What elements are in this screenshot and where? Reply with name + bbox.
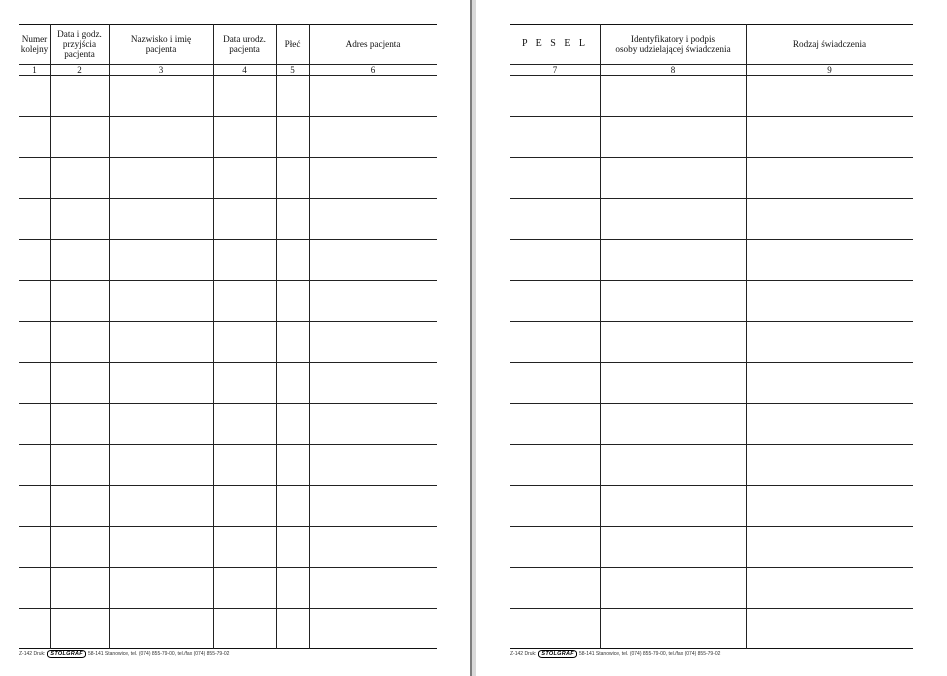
table-cell[interactable] xyxy=(110,445,212,484)
table-cell[interactable] xyxy=(51,76,108,115)
table-cell[interactable] xyxy=(511,404,599,443)
table-cell[interactable] xyxy=(747,527,912,566)
column-header: Data i godz. przyjścia pacjenta xyxy=(57,28,102,60)
table-cell[interactable] xyxy=(277,199,308,238)
table-cell[interactable] xyxy=(214,240,275,279)
left-register-table xyxy=(19,24,437,649)
left-page xyxy=(0,0,470,676)
printer-logo: STOLGRAF xyxy=(538,650,577,658)
table-cell[interactable] xyxy=(51,486,108,525)
table-cell[interactable] xyxy=(511,199,599,238)
table-cell[interactable] xyxy=(214,117,275,156)
table-cell[interactable] xyxy=(601,363,745,402)
table-cell[interactable] xyxy=(747,158,912,197)
table-cell[interactable] xyxy=(601,486,745,525)
table-cell[interactable] xyxy=(747,199,912,238)
table-cell[interactable] xyxy=(110,158,212,197)
table-cell[interactable] xyxy=(601,568,745,607)
table-cell[interactable] xyxy=(277,609,308,648)
column-header: Rodzaj świadczenia xyxy=(792,38,867,49)
table-cell[interactable] xyxy=(747,240,912,279)
table-cell[interactable] xyxy=(277,445,308,484)
table-cell[interactable] xyxy=(511,158,599,197)
table-cell[interactable] xyxy=(214,568,275,607)
table-cell[interactable] xyxy=(214,281,275,320)
table-cell[interactable] xyxy=(20,363,49,402)
table-cell[interactable] xyxy=(310,609,436,648)
table-cell[interactable] xyxy=(214,199,275,238)
table-cell[interactable] xyxy=(110,117,212,156)
table-cell[interactable] xyxy=(511,609,599,648)
table-cell[interactable] xyxy=(601,404,745,443)
table-cell[interactable] xyxy=(110,609,212,648)
column-header: Nazwisko i imię pacjenta xyxy=(130,33,192,54)
table-cell[interactable] xyxy=(601,199,745,238)
table-cell[interactable] xyxy=(51,117,108,156)
table-cell[interactable] xyxy=(214,76,275,115)
table-cell[interactable] xyxy=(277,240,308,279)
table-cell[interactable] xyxy=(747,117,912,156)
table-cell[interactable] xyxy=(601,322,745,361)
table-cell[interactable] xyxy=(310,158,436,197)
table-cell[interactable] xyxy=(51,281,108,320)
right-footer xyxy=(510,650,720,658)
table-cell[interactable] xyxy=(310,199,436,238)
column-header: Numer kolejny xyxy=(20,33,49,54)
table-cell[interactable] xyxy=(214,609,275,648)
table-cell[interactable] xyxy=(51,322,108,361)
column-number: 7 xyxy=(552,64,558,75)
table-cell[interactable] xyxy=(51,199,108,238)
table-cell[interactable] xyxy=(277,76,308,115)
table-cell[interactable] xyxy=(310,404,436,443)
table-cell[interactable] xyxy=(511,445,599,484)
table-cell[interactable] xyxy=(20,527,49,566)
table-cell[interactable] xyxy=(511,240,599,279)
table-cell[interactable] xyxy=(20,199,49,238)
column-header: Identyfikatory i podpis osoby udzielającej świadczenia xyxy=(615,33,731,54)
table-cell[interactable] xyxy=(511,568,599,607)
table-cell[interactable] xyxy=(110,527,212,566)
table-cell[interactable] xyxy=(214,322,275,361)
table-cell[interactable] xyxy=(51,527,108,566)
table-cell[interactable] xyxy=(20,240,49,279)
column-number: 4 xyxy=(242,64,247,75)
table-cell[interactable] xyxy=(511,486,599,525)
table-cell[interactable] xyxy=(214,158,275,197)
column-number: 2 xyxy=(77,64,82,75)
column-number: 3 xyxy=(158,64,164,75)
table-cell[interactable] xyxy=(310,363,436,402)
table-cell[interactable] xyxy=(601,76,745,115)
table-cell[interactable] xyxy=(51,445,108,484)
table-cell[interactable] xyxy=(110,76,212,115)
footer-prefix: Z-142 Druk: xyxy=(19,651,46,657)
table-cell[interactable] xyxy=(20,486,49,525)
table-cell[interactable] xyxy=(747,568,912,607)
table-cell[interactable] xyxy=(20,281,49,320)
table-cell[interactable] xyxy=(511,363,599,402)
table-cell[interactable] xyxy=(110,363,212,402)
table-cell[interactable] xyxy=(511,117,599,156)
table-cell[interactable] xyxy=(214,486,275,525)
table-cell[interactable] xyxy=(277,404,308,443)
column-number: 6 xyxy=(370,64,376,75)
table-cell[interactable] xyxy=(20,76,49,115)
table-cell[interactable] xyxy=(277,281,308,320)
table-cell[interactable] xyxy=(601,240,745,279)
footer-prefix: Z-142 Druk: xyxy=(510,651,537,657)
table-cell[interactable] xyxy=(747,76,912,115)
table-cell[interactable] xyxy=(747,322,912,361)
table-cell[interactable] xyxy=(511,527,599,566)
table-cell[interactable] xyxy=(214,363,275,402)
table-cell[interactable] xyxy=(310,117,436,156)
table-cell[interactable] xyxy=(214,527,275,566)
table-cell[interactable] xyxy=(51,404,108,443)
table-cell[interactable] xyxy=(110,281,212,320)
table-cell[interactable] xyxy=(51,363,108,402)
table-cell[interactable] xyxy=(277,486,308,525)
table-cell[interactable] xyxy=(51,609,108,648)
table-cell[interactable] xyxy=(51,240,108,279)
column-number: 8 xyxy=(670,64,676,75)
table-cell[interactable] xyxy=(277,117,308,156)
table-cell[interactable] xyxy=(214,404,275,443)
table-cell[interactable] xyxy=(747,281,912,320)
table-cell[interactable] xyxy=(747,404,912,443)
table-cell[interactable] xyxy=(20,445,49,484)
table-cell[interactable] xyxy=(20,404,49,443)
table-cell[interactable] xyxy=(310,240,436,279)
table-cell[interactable] xyxy=(110,240,212,279)
table-cell[interactable] xyxy=(20,609,49,648)
column-number: 5 xyxy=(290,64,295,75)
table-cell[interactable] xyxy=(511,76,599,115)
column-header: Płeć xyxy=(284,38,301,49)
table-cell[interactable] xyxy=(511,322,599,361)
column-number: 1 xyxy=(32,64,37,75)
table-cell[interactable] xyxy=(310,281,436,320)
table-cell[interactable] xyxy=(601,527,745,566)
table-cell[interactable] xyxy=(20,158,49,197)
table-cell[interactable] xyxy=(110,404,212,443)
table-cell[interactable] xyxy=(310,322,436,361)
table-cell[interactable] xyxy=(747,486,912,525)
table-cell[interactable] xyxy=(110,568,212,607)
table-cell[interactable] xyxy=(601,158,745,197)
table-cell[interactable] xyxy=(747,445,912,484)
table-cell[interactable] xyxy=(110,322,212,361)
column-header: Data urodz. pacjenta xyxy=(223,33,266,54)
column-number: 9 xyxy=(827,64,832,75)
table-cell[interactable] xyxy=(20,322,49,361)
row-divider xyxy=(510,648,913,649)
table-cell[interactable] xyxy=(310,76,436,115)
table-cell[interactable] xyxy=(511,281,599,320)
table-cell[interactable] xyxy=(601,445,745,484)
table-cell[interactable] xyxy=(310,486,436,525)
table-cell[interactable] xyxy=(277,568,308,607)
table-cell[interactable] xyxy=(20,117,49,156)
table-cell[interactable] xyxy=(747,363,912,402)
footer-address: 58-141 Stanowice, tel. (074) 855-79-00, tel./fax (074) 855-79-02 xyxy=(578,651,721,657)
table-cell[interactable] xyxy=(110,486,212,525)
table-cell[interactable] xyxy=(110,199,212,238)
column-header: Adres pacjenta xyxy=(345,38,401,49)
table-cell[interactable] xyxy=(747,609,912,648)
table-cell[interactable] xyxy=(277,527,308,566)
table-cell[interactable] xyxy=(601,609,745,648)
footer-address: 58-141 Stanowice, tel. (074) 855-79-00, tel./fax (074) 855-79-02 xyxy=(87,651,230,657)
printer-logo: STOLGRAF xyxy=(47,650,86,658)
table-cell[interactable] xyxy=(20,568,49,607)
column-header: P E S E L xyxy=(521,38,589,50)
right-page xyxy=(476,0,947,676)
table-cell[interactable] xyxy=(277,322,308,361)
table-cell[interactable] xyxy=(310,445,436,484)
table-cell[interactable] xyxy=(601,281,745,320)
left-footer xyxy=(19,650,229,658)
table-cell[interactable] xyxy=(51,568,108,607)
table-cell[interactable] xyxy=(214,445,275,484)
table-cell[interactable] xyxy=(51,158,108,197)
row-divider xyxy=(19,648,437,649)
table-cell[interactable] xyxy=(277,158,308,197)
table-cell[interactable] xyxy=(601,117,745,156)
table-cell[interactable] xyxy=(277,363,308,402)
right-register-table xyxy=(510,24,913,649)
table-cell[interactable] xyxy=(310,527,436,566)
table-cell[interactable] xyxy=(310,568,436,607)
